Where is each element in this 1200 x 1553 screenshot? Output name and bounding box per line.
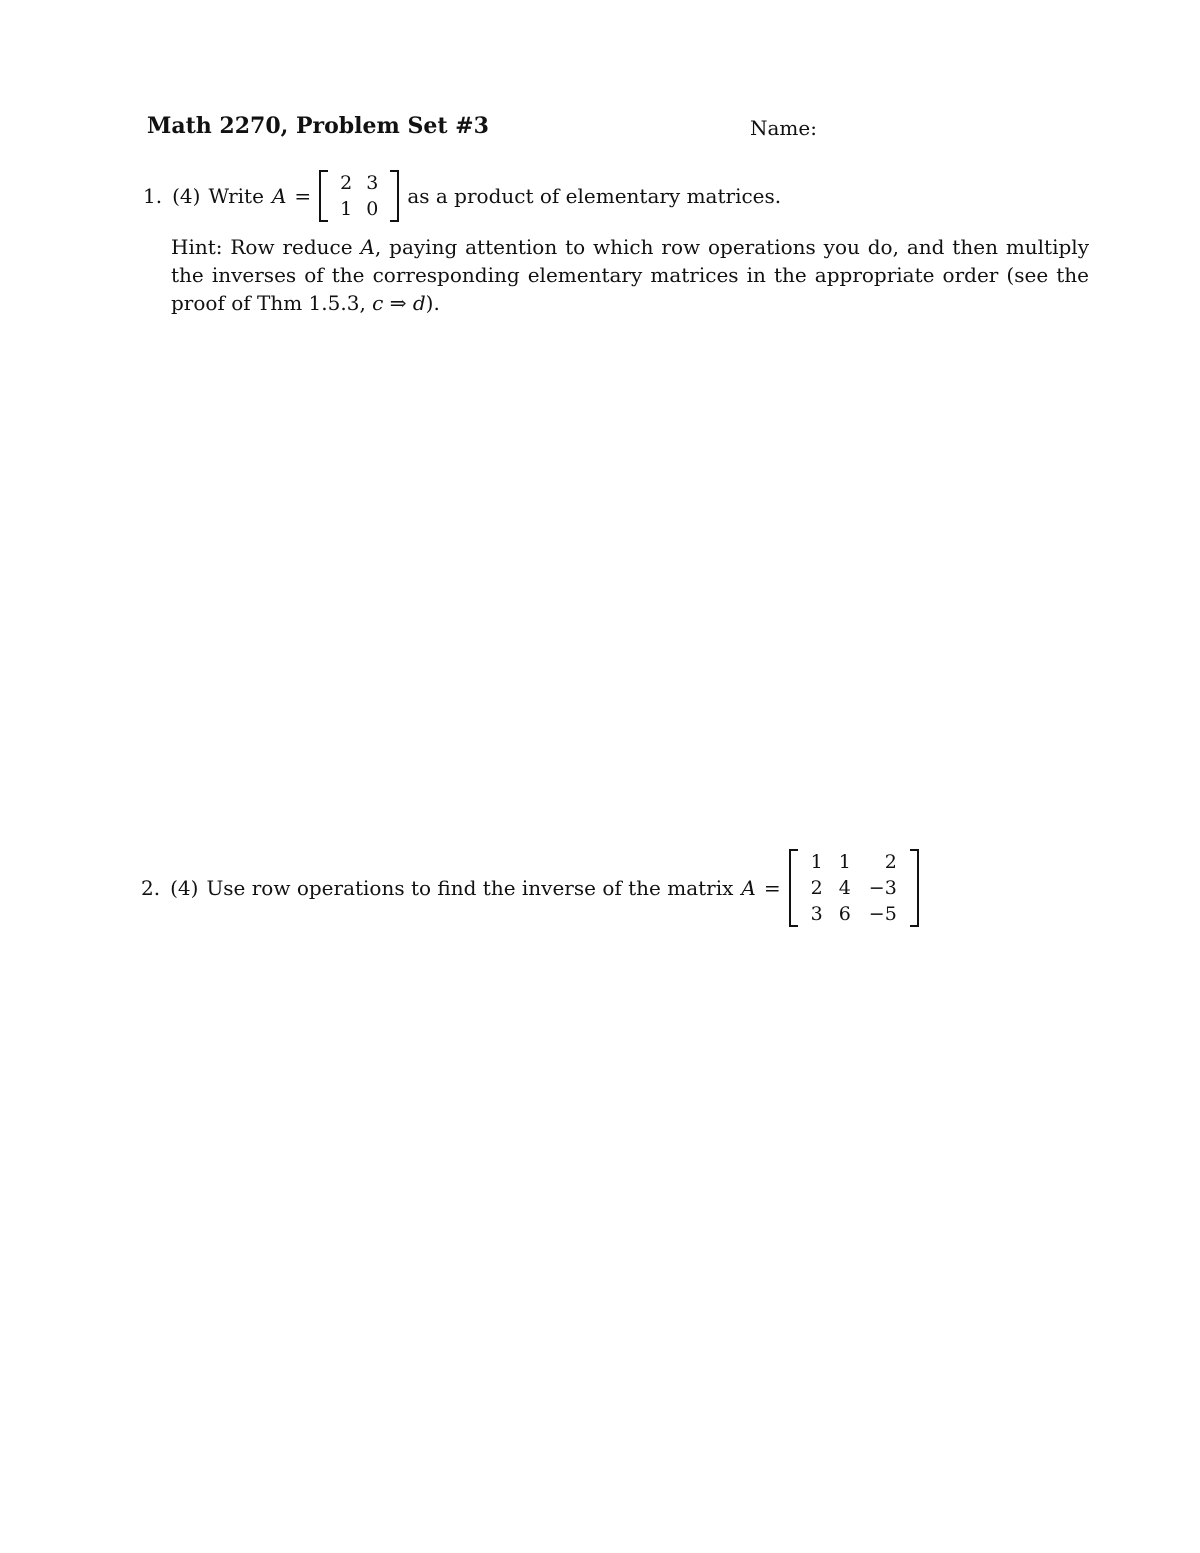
problem-1-hint [171,233,1089,317]
matrix-cell: 6 [838,903,851,925]
implies-arrow: ⇒ [383,291,413,315]
equals-sign: = [294,184,312,208]
hint-d: d [412,291,426,315]
matrix-cell: 3 [810,903,823,925]
matrix-cell: 2 [340,172,353,194]
hint-text: , paying attention to which row operations you do, and then multiply the inverses of the corresponding elementary matrices in the appropriate order (see the proof of Thm 1.5.3, [171,235,1089,315]
hint-c: c [372,291,384,315]
problem-2-statement [141,846,927,930]
matrix-variable: A [741,876,756,900]
problem-1-suffix: as a product of elementary matrices. [407,184,782,208]
page-title: Math 2270, Problem Set #3 [147,113,489,139]
right-bracket [390,170,399,222]
problem-number: 2. [141,876,161,900]
left-bracket [789,849,798,927]
matrix-cell: −3 [868,877,897,899]
matrix-cell: 0 [366,198,379,220]
problem-number: 1. [143,184,163,208]
matrix-cell: 2 [810,877,823,899]
left-bracket [319,170,328,222]
problem-1-statement [143,168,781,224]
matrix-cell: 1 [810,851,823,873]
equals-sign: = [763,876,781,900]
matrix-variable: A [271,184,287,208]
hint-variable: A [360,235,375,259]
right-bracket [910,849,919,927]
matrix-cell: 2 [884,851,897,873]
matrix-cell: 1 [340,198,353,220]
matrix-cell: 3 [366,172,379,194]
matrix-2x2 [319,170,399,222]
matrix-cell: −5 [868,903,897,925]
matrix-3x3 [789,849,919,927]
hint-text: ). [425,291,440,315]
matrix-cell: 4 [838,877,851,899]
name-label: Name: [750,116,817,140]
problem-1-prefix: Write [208,184,264,208]
matrix-cell: 1 [838,851,851,873]
hint-text: Hint: Row reduce [171,235,361,259]
problem-points: (4) [172,184,201,208]
problem-2-prefix: Use row operations to find the inverse of the matrix [206,876,734,900]
problem-points: (4) [170,876,199,900]
